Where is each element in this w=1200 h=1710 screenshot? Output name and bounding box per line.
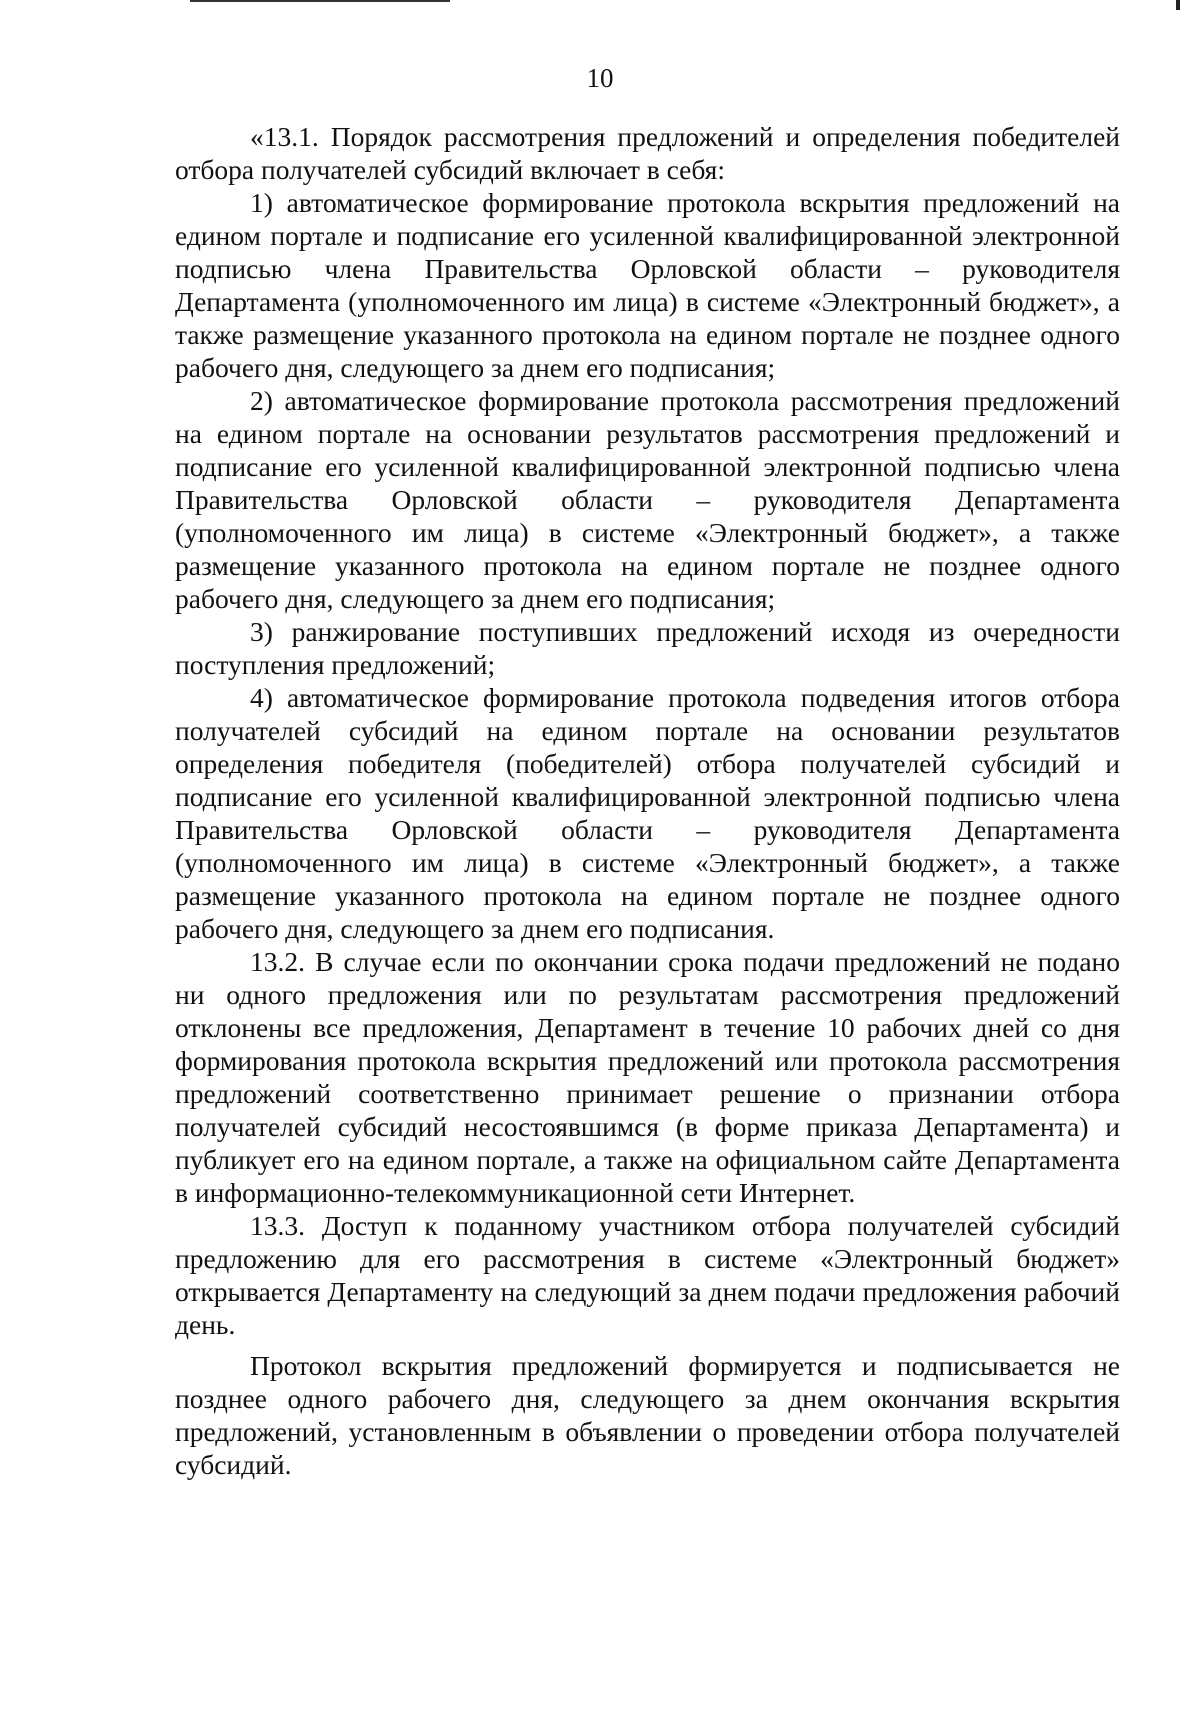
paragraph-13-2: 13.2. В случае если по окончании срока подачи предложений не подано ни одного предложения или по результатам рассмотрения предложений отклонены все предложения, Департамент в течение 10 рабочих дней со дня формирования протокола вскрытия предложений или протокола рассмотрения предложений соответственно принимает решение о признании отбора получателей субсидий несостоявшимся (в форме приказа Департамента) и публикует его на едином портале, а также на официальном сайте Департамента в информационно-телекоммуникационной сети Интернет. bbox=[175, 946, 1120, 1208]
top-rule bbox=[190, 0, 450, 2]
paragraph-item-4: 4) автоматическое формирование протокола подведения итогов отбора получателей субсидий на едином портале на основании результатов определения победителя (победителей) отбора получателей субсидий и подписание его усиленной квалифицированной электронной подписью члена Правительства Орловской области – руководителя Департамента (уполномоченного им лица) в системе «Электронный бюджет», а также размещение указанного протокола на едином портале не позднее одного рабочего дня, следующего за днем его подписания. bbox=[175, 682, 1120, 944]
paragraph-item-2: 2) автоматическое формирование протокола рассмотрения предложений на едином портале на основании результатов рассмотрения предложений и подписание его усиленной квалифицированной электронной подписью члена Правительства Орловской области – руководителя Департамента (уполномоченного им лица) в системе «Электронный бюджет», а также размещение указанного протокола на едином портале не позднее одного рабочего дня, следующего за днем его подписания; bbox=[175, 385, 1120, 614]
paragraph-protocol: Протокол вскрытия предложений формируется и подписывается не позднее одного рабочего дня, следующего за днем окончания вскрытия предложений, установленным в объявлении о проведении отбора получателей субсидий. bbox=[175, 1350, 1120, 1480]
page-number: 10 bbox=[586, 63, 614, 93]
paragraph-item-1: 1) автоматическое формирование протокола вскрытия предложений на едином портале и подписание его усиленной квалифицированной электронной подписью члена Правительства Орловской области – руководителя Департамента (уполномоченного им лица) в системе «Электронный бюджет», а также размещение указанного протокола на едином портале не позднее одного рабочего дня, следующего за днем его подписания; bbox=[175, 187, 1120, 383]
edge-mark bbox=[1176, 0, 1180, 10]
paragraph-item-3: 3) ранжирование поступивших предложений исходя из очередности поступления предложений; bbox=[175, 616, 1120, 680]
paragraph-13-3: 13.3. Доступ к поданному участником отбора получателей субсидий предложению для его рассмотрения в системе «Электронный бюджет» открывается Департаменту на следующий за днем подачи предложения рабочий день. bbox=[175, 1210, 1120, 1340]
paragraph-13-1-intro: «13.1. Порядок рассмотрения предложений и определения победителей отбора получателей субсидий включает в себя: bbox=[175, 121, 1120, 185]
document-body bbox=[175, 120, 1120, 1481]
